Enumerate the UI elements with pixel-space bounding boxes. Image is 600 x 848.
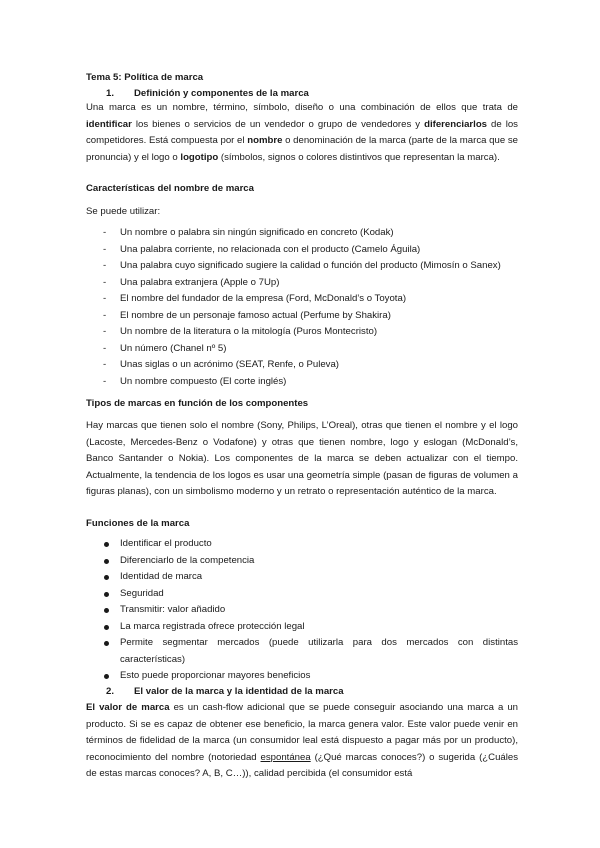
list-item-text: El nombre del fundador de la empresa (Ford, McDonald’s o Toyota) — [120, 293, 407, 304]
dash-bullet: - — [103, 293, 107, 304]
dash-bullet: - — [103, 243, 107, 255]
dash-bullet: - — [103, 375, 107, 387]
bold-run: El valor de marca — [86, 702, 170, 713]
list-item — [86, 275, 518, 292]
list-item-text: Identidad de marca — [120, 571, 203, 582]
bullet-dot-icon — [104, 575, 109, 580]
list-item — [86, 225, 518, 242]
list-item — [86, 242, 518, 259]
text-run: o denominación de la marca (parte de la marca que se pronuncia) y el logo o — [86, 135, 518, 163]
list-item-text: Transmitir: valor añadido — [120, 604, 226, 615]
list-item — [86, 324, 518, 341]
bullet-dot-icon — [104, 592, 109, 597]
bullet-dot-icon — [104, 625, 109, 630]
types-heading: Tipos de marcas en función de los componentes — [86, 398, 309, 409]
dash-bullet: - — [103, 309, 107, 321]
list-item — [86, 341, 518, 358]
list-item — [86, 569, 518, 586]
text-run: es un cash-flow adicional que se puede conseguir asociando una marca a un producto. Si se es capaz de obtener ese beneficio, la marca genera valor. Este valor puede venir en términos de fidelidad de la marca (un consumidor leal está dispuesto a pagar más por un producto), reconocimiento del nombre (notoriedad — [86, 702, 518, 763]
underlined-run: espontánea — [260, 751, 311, 763]
list-item-text: Un nombre compuesto (El corte inglés) — [120, 375, 287, 387]
list-item-text: Identificar el producto — [120, 538, 212, 549]
list-item — [86, 619, 518, 636]
section-1-title: Definición y componentes de la marca — [134, 88, 309, 99]
list-item — [86, 374, 518, 391]
bullet-dot-icon — [104, 608, 109, 613]
list-item-text: Una palabra extranjera (Apple o 7Up) — [120, 276, 280, 288]
characteristics-heading: Características del nombre de marca — [86, 183, 254, 194]
bullet-dot-icon — [104, 674, 109, 679]
text-run: de los competidores. Está compuesta por el — [86, 118, 518, 146]
page-title: Tema 5: Política de marca — [86, 72, 204, 83]
list-item-text: Diferenciarlo de la competencia — [120, 554, 255, 566]
list-item-text: Permite segmentar mercados (puede utilizarla para dos mercados con distintas características) — [120, 637, 518, 665]
functions-heading: Funciones de la marca — [86, 518, 190, 529]
section-2-title: El valor de la marca y la identidad de la marca — [134, 686, 344, 697]
types-paragraph: Hay marcas que tienen solo el nombre (Sony, Philips, L’Oreal), otras que tienen el nombre y el logo (Lacoste, Mercedes-Benz o Vodafone) y otras que tienen nombre, logo y eslogan (McDonald’s, Banco Santander o Nokia). Los componentes de la marca se deben actualizar con el tiempo. Actualmente, la tendencia de los logos es usar una geometría simple (pasan de figuras de volumen a figuras planas), con un simbolismo moderno y un retrato o representación auténtico de la marca. — [86, 420, 518, 497]
bold-run: identificar — [86, 118, 132, 130]
characteristics-list — [86, 225, 518, 390]
dash-bullet: - — [103, 326, 107, 337]
list-item — [86, 668, 518, 685]
dash-bullet: - — [103, 342, 107, 354]
text-run: los bienes o servicios de un vendedor o grupo de vendedores y — [131, 118, 425, 130]
list-item — [86, 357, 518, 374]
list-item — [86, 291, 518, 308]
text-run: (¿Qué marcas conoces?) o sugerida (¿Cuáles de estas marcas conoces? A, B, C…)), calidad percibida (el consumidor está — [86, 751, 519, 779]
list-item — [86, 553, 518, 570]
list-item — [86, 635, 518, 668]
section-2-heading — [106, 684, 344, 701]
list-item-text: Un nombre o palabra sin ningún significado en concreto (Kodak) — [120, 227, 394, 238]
dash-bullet: - — [103, 260, 107, 271]
list-item — [86, 536, 518, 553]
text-run: Una marca es un nombre, término, símbolo, diseño o una combinación de ellos que trata de — [86, 102, 518, 113]
bold-run: nombre — [247, 135, 283, 146]
brand-value-paragraph — [86, 700, 518, 783]
bullet-dot-icon — [104, 559, 109, 564]
section-2-number: 2. — [106, 686, 115, 697]
list-item — [86, 602, 518, 619]
bullet-dot-icon — [104, 542, 109, 547]
list-item-text: Un nombre de la literatura o la mitología (Puros Montecristo) — [120, 326, 378, 337]
list-item — [86, 586, 518, 603]
text-run: (símbolos, signos o colores distintivos que representan la marca). — [218, 151, 500, 163]
dash-bullet: - — [103, 359, 107, 370]
list-item-text: Unas siglas o un acrónimo (SEAT, Renfe, o Puleva) — [120, 359, 339, 370]
list-item-text: Esto puede proporcionar mayores beneficios — [120, 670, 311, 681]
characteristics-intro: Se puede utilizar: — [86, 206, 161, 217]
list-item — [86, 308, 518, 325]
list-item-text: Una palabra corriente, no relacionada con el producto (Camelo Águila) — [120, 243, 421, 255]
list-item-text: Un número (Chanel nº 5) — [120, 342, 227, 354]
list-item — [86, 258, 518, 275]
bold-run: diferenciarlos — [424, 118, 488, 130]
bold-run: logotipo — [180, 151, 219, 163]
list-item-text: Una palabra cuyo significado sugiere la calidad o función del producto (Mimosín o Sanex) — [120, 260, 501, 271]
definition-paragraph — [86, 100, 518, 166]
functions-list — [86, 536, 518, 685]
dash-bullet: - — [103, 276, 107, 288]
list-item-text: La marca registrada ofrece protección legal — [120, 620, 305, 632]
dash-bullet: - — [103, 227, 107, 238]
list-item-text: El nombre de un personaje famoso actual (Perfume by Shakira) — [120, 309, 391, 321]
section-1-number: 1. — [106, 88, 115, 99]
list-item-text: Seguridad — [120, 587, 164, 599]
bullet-dot-icon — [104, 641, 109, 646]
